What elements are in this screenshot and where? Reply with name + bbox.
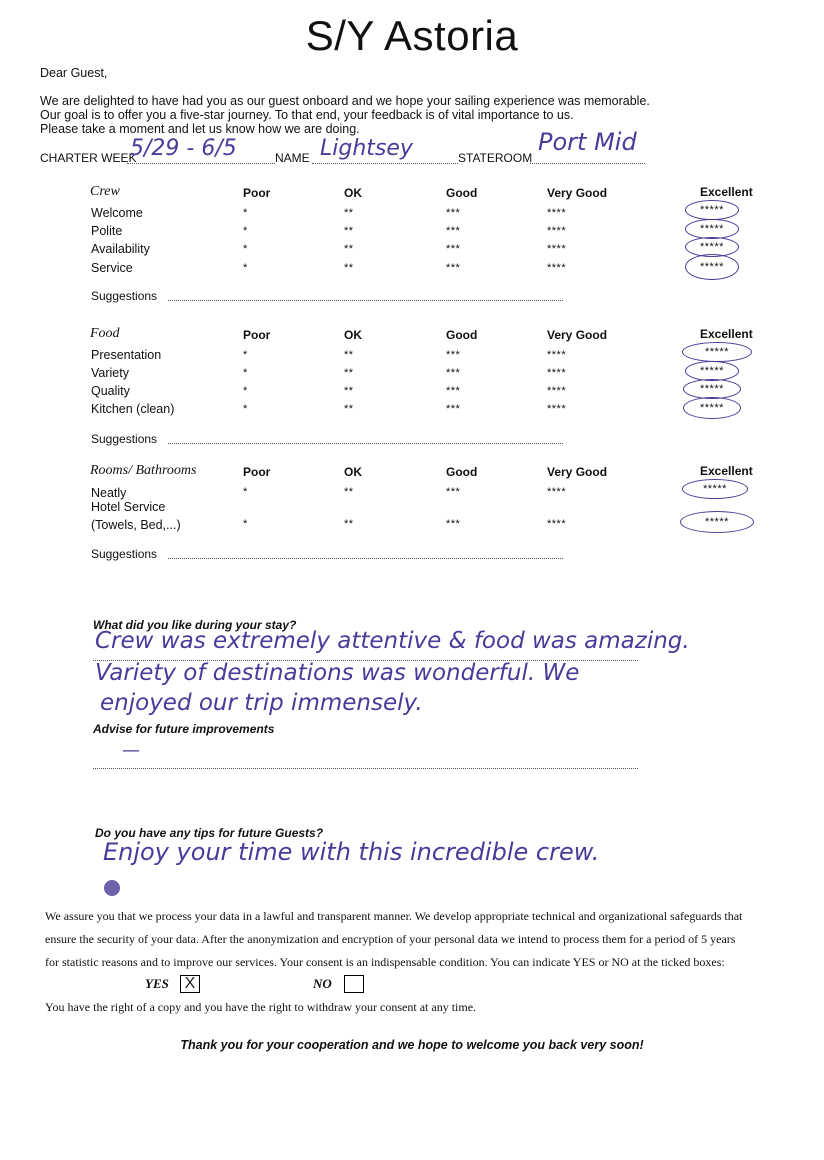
greeting: Dear Guest, [40,66,108,80]
star-ok[interactable]: ** [344,225,354,237]
star-poor[interactable]: * [243,225,248,237]
no-checkbox[interactable] [344,975,364,993]
col-header-very-good: Very Good [547,186,608,200]
star-very-good[interactable]: **** [547,262,567,274]
star-very-good[interactable]: **** [547,207,567,219]
star-excellent-selected[interactable]: ***** [680,511,754,533]
star-poor[interactable]: * [243,262,248,274]
tips-answer[interactable]: Enjoy your time with this incredible crew. [103,838,600,866]
col-header-ok: OK [344,186,362,200]
star-very-good[interactable]: **** [547,349,567,361]
star-excellent-selected[interactable]: ***** [683,379,741,399]
star-very-good[interactable]: **** [547,385,567,397]
row-label-neatly: Neatly [91,486,127,500]
star-excellent-selected[interactable]: ***** [685,219,739,239]
star-poor[interactable]: * [243,349,248,361]
star-poor[interactable]: * [243,486,248,498]
star-very-good[interactable]: **** [547,518,567,530]
star-poor[interactable]: * [243,385,248,397]
yes-label: YES [145,976,169,991]
star-good[interactable]: *** [446,225,461,237]
star-very-good[interactable]: **** [547,367,567,379]
copy-rights-text: You have the right of a copy and you have the right to withdraw your consent at any time. [45,1000,477,1014]
consent-text-2: ensure the security of your data. After the anonymization and encryption of your personal data we intend to process them for a period of 5 years [45,932,736,946]
stateroom-value[interactable]: Port Mid [538,128,637,156]
star-very-good[interactable]: **** [547,243,567,255]
star-ok[interactable]: ** [344,243,354,255]
liked-answer-line-3[interactable]: enjoyed our trip immensely. [100,690,423,716]
charter-week-line [127,163,275,164]
col-header-poor: Poor [243,465,271,479]
thank-you-text: Thank you for your cooperation and we hope to welcome you back very soon! [180,1038,644,1052]
row-label-towels-bed: (Towels, Bed,...) [91,518,181,532]
col-header-very-good: Very Good [547,328,608,342]
row-label-presentation: Presentation [91,348,162,362]
star-poor[interactable]: * [243,518,248,530]
charter-week-value[interactable]: 5/29 - 6/5 [130,136,237,161]
no-label: NO [313,976,332,991]
liked-answer-line-1[interactable]: Crew was extremely attentive & food was amazing. [95,628,690,654]
row-label-hotel-service: Hotel Service [91,500,166,514]
star-ok[interactable]: ** [344,349,354,361]
star-poor[interactable]: * [243,403,248,415]
star-poor[interactable]: * [243,207,248,219]
star-ok[interactable]: ** [344,207,354,219]
star-good[interactable]: *** [446,385,461,397]
suggestions-line-crew[interactable] [168,300,563,301]
suggestions-line-rooms[interactable] [168,558,563,559]
col-header-poor: Poor [243,328,271,342]
stateroom-line [530,163,645,164]
tips-question: Do you have any tips for future Guests? [95,826,324,840]
section-title-food: Food [90,326,120,341]
suggestions-line-food[interactable] [168,443,563,444]
row-label-welcome: Welcome [91,206,143,220]
row-label-availability: Availability [91,242,150,256]
star-very-good[interactable]: **** [547,486,567,498]
intro-line-2: Our goal is to offer you a five-star journey. To that end, your feedback is of vital importance to us. [40,108,574,122]
suggestions-label-rooms: Suggestions [91,547,158,561]
col-header-very-good: Very Good [547,465,608,479]
col-header-poor: Poor [243,186,271,200]
advise-line [93,768,638,769]
row-label-service: Service [91,261,133,275]
star-good[interactable]: *** [446,262,461,274]
star-ok[interactable]: ** [344,367,354,379]
star-ok[interactable]: ** [344,403,354,415]
star-ok[interactable]: ** [344,262,354,274]
name-label: NAME [275,151,310,165]
suggestions-label-crew: Suggestions [91,289,158,303]
intro-line-1: We are delighted to have had you as our guest onboard and we hope your sailing experience was memorable. [40,94,650,108]
star-excellent-selected[interactable]: ***** [685,200,739,220]
liked-answer-line-2[interactable]: Variety of destinations was wonderful. We [95,660,580,686]
star-good[interactable]: *** [446,349,461,361]
star-ok[interactable]: ** [344,385,354,397]
star-very-good[interactable]: **** [547,403,567,415]
star-ok[interactable]: ** [344,518,354,530]
star-excellent-selected[interactable]: ***** [685,254,739,280]
row-label-quality: Quality [91,384,130,398]
intro-line-3: Please take a moment and let us know how we are doing. [40,122,360,136]
advise-answer[interactable]: — [122,740,140,761]
star-excellent-selected[interactable]: ***** [685,361,739,381]
star-poor[interactable]: * [243,367,248,379]
star-good[interactable]: *** [446,486,461,498]
suggestions-label-food: Suggestions [91,432,158,446]
star-excellent-selected[interactable]: ***** [685,237,739,257]
star-good[interactable]: *** [446,403,461,415]
ink-scribble [104,880,120,896]
liked-question: What did you like during your stay? [93,618,297,632]
star-very-good[interactable]: **** [547,225,567,237]
col-header-excellent: Excellent [700,185,753,199]
charter-week-label: CHARTER WEEK [40,151,137,165]
star-good[interactable]: *** [446,367,461,379]
consent-text-3: for statistic reasons and to improve our services. Your consent is an indispensable condition. You can indicate YES or NO at the ticked boxes: [45,955,725,969]
advise-question: Advise for future improvements [93,722,275,736]
name-line [312,163,458,164]
col-header-ok: OK [344,328,362,342]
col-header-excellent: Excellent [700,327,753,341]
star-excellent-selected[interactable]: ***** [682,479,748,499]
name-value[interactable]: Lightsey [320,136,413,161]
yes-checkbox[interactable]: X [180,975,200,993]
row-label-variety: Variety [91,366,129,380]
star-good[interactable]: *** [446,518,461,530]
form-title: S/Y Astoria [305,12,519,59]
star-good[interactable]: *** [446,207,461,219]
row-label-kitchen: Kitchen (clean) [91,402,175,416]
stateroom-label: STATEROOM [458,151,533,165]
star-poor[interactable]: * [243,243,248,255]
consent-text-1: We assure you that we process your data in a lawful and transparent manner. We develop appropriate technical and organizational safeguards that [45,909,743,923]
star-excellent-selected[interactable]: ***** [682,342,752,362]
col-header-ok: OK [344,465,362,479]
star-ok[interactable]: ** [344,486,354,498]
row-label-polite: Polite [91,224,123,238]
star-excellent-selected[interactable]: ***** [683,397,741,419]
section-title-rooms: Rooms/ Bathrooms [90,463,197,478]
section-title-crew: Crew [90,184,120,199]
col-header-good: Good [446,465,478,479]
star-good[interactable]: *** [446,243,461,255]
col-header-excellent: Excellent [700,464,753,478]
col-header-good: Good [446,328,478,342]
col-header-good: Good [446,186,478,200]
